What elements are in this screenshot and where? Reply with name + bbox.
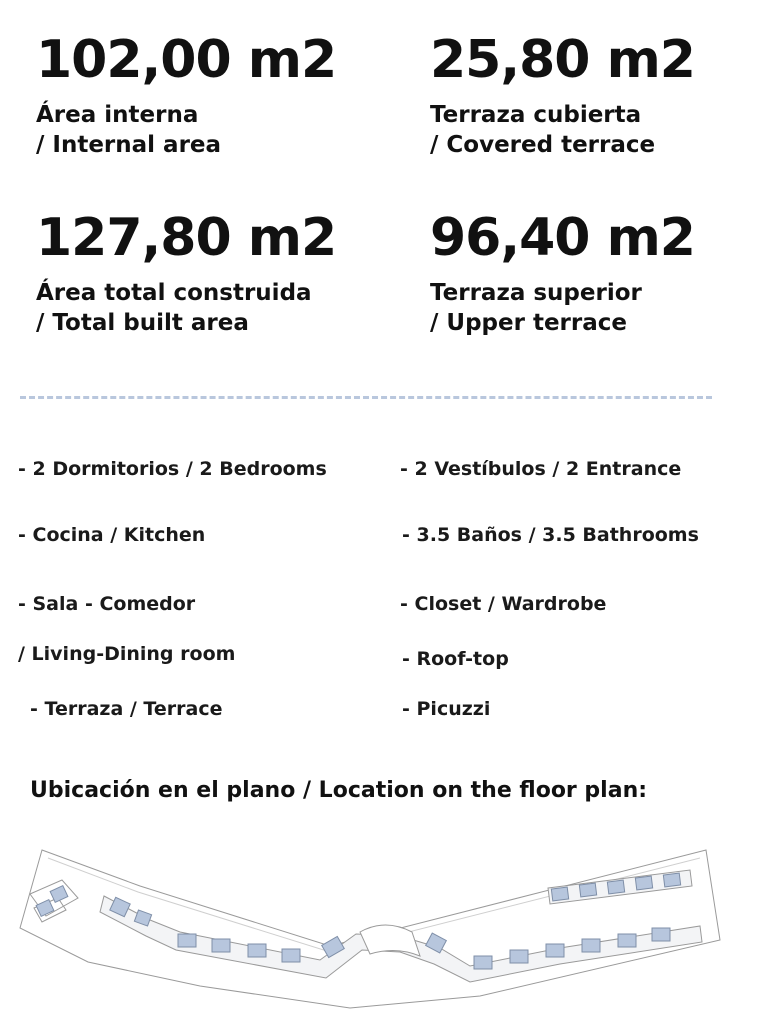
stat-value: 102,00 m2: [36, 30, 337, 90]
stat-value: 127,80 m2: [36, 208, 337, 268]
stat-label-en: / Covered terrace: [430, 132, 656, 158]
stat-label-en: / Internal area: [36, 132, 222, 158]
feature-wardrobe: - Closet / Wardrobe: [400, 593, 607, 615]
feature-picuzzi: - Picuzzi: [402, 698, 491, 720]
stat-label-es: Área total construida: [36, 280, 312, 306]
feature-rooftop: - Roof-top: [402, 648, 509, 670]
site-plan-map: [0, 836, 772, 1024]
location-title: Ubicación en el plano / Location on the floor plan:: [30, 778, 648, 803]
feature-entrance: - 2 Vestíbulos / 2 Entrance: [400, 458, 682, 480]
stat-label-es: Área interna: [36, 102, 199, 128]
stat-label-en: / Total built area: [36, 310, 249, 336]
feature-kitchen: - Cocina / Kitchen: [18, 524, 206, 546]
stat-label-es: Terraza cubierta: [430, 102, 642, 128]
stat-value: 25,80 m2: [430, 30, 695, 90]
stat-label-en: / Upper terrace: [430, 310, 627, 336]
feature-living-dining: - Sala - Comedor: [18, 593, 196, 615]
feature-terrace: - Terraza / Terrace: [30, 698, 223, 720]
stat-value: 96,40 m2: [430, 208, 695, 268]
stat-covered-terrace: [430, 30, 695, 160]
dashed-divider: [20, 396, 712, 399]
stat-internal-area: [36, 30, 336, 160]
stat-total-built-area: [36, 208, 336, 338]
feature-bathrooms: - 3.5 Baños / 3.5 Bathrooms: [402, 524, 699, 546]
stat-label-es: Terraza superior: [430, 280, 642, 306]
feature-bedrooms: - 2 Dormitorios / 2 Bedrooms: [18, 458, 327, 480]
stat-upper-terrace: [430, 208, 695, 338]
feature-living-dining-en: / Living-Dining room: [18, 643, 236, 665]
